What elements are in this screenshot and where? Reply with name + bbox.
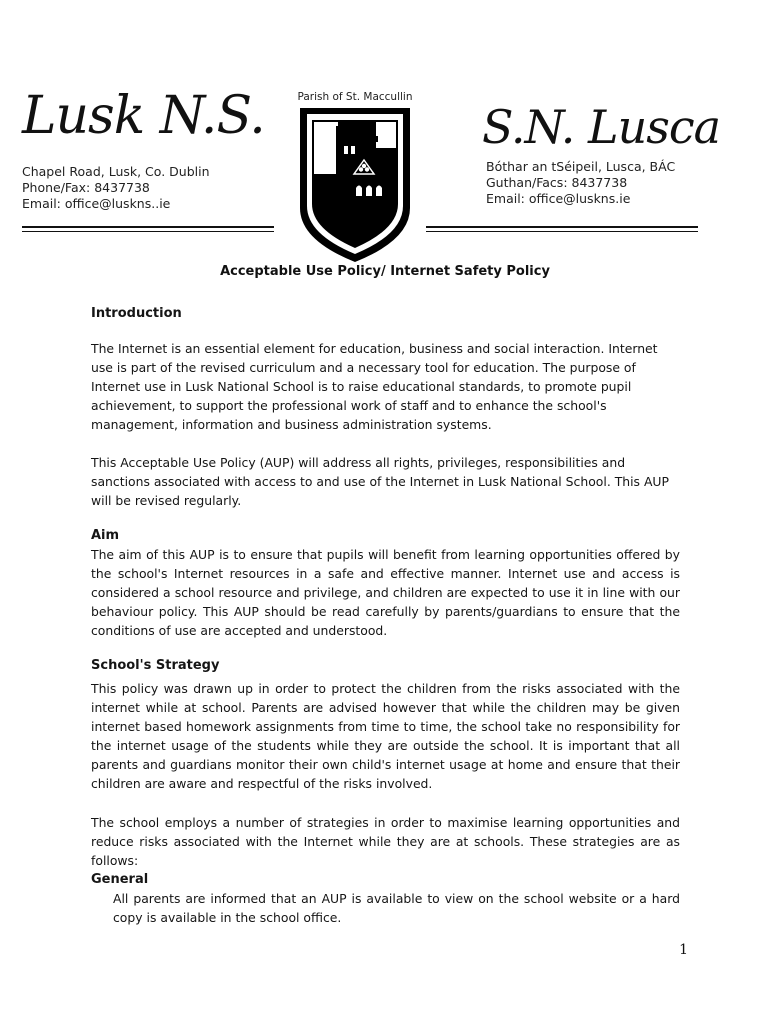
introduction-paragraph-2 xyxy=(91,453,680,510)
strategy-paragraph-2 xyxy=(91,813,680,927)
divider-left-bottom xyxy=(22,231,274,232)
school-name-irish: S.N. Lusca xyxy=(482,100,721,154)
paragraph: The school employs a number of strategies in order to maximise learning opportunities and reduce risks associated with the Internet while they are at schools. These strategies are as follows: xyxy=(91,815,680,868)
section-heading: School's Strategy xyxy=(91,658,220,673)
paragraph: The aim of this AUP is to ensure that pupils will benefit from learning opportunities offered by the school's Internet resources in a safe and effective manner. Internet use and access is considered a school resource and privilege, and children are expected to use it in line with our behaviour policy. This AUP should be read carefully by parents/guardians to ensure that the conditions of use are accepted and understood. xyxy=(91,547,680,638)
address-irish: Bóthar an tSéipeil, Lusca, BÁC xyxy=(486,159,676,174)
divider-left-top xyxy=(22,226,274,228)
aim-section xyxy=(91,526,680,640)
section-heading: Aim xyxy=(91,528,120,543)
page-number: 1 xyxy=(679,942,688,958)
email-irish: Email: office@luskns.ie xyxy=(486,191,631,206)
section-heading: General xyxy=(91,872,149,887)
strategy-paragraph-1 xyxy=(91,679,680,793)
introduction-paragraph-1 xyxy=(91,339,680,434)
section-heading: Introduction xyxy=(91,306,182,321)
school-crest-icon xyxy=(290,90,420,265)
strategy-section xyxy=(91,656,680,675)
phone-english: Phone/Fax: 8437738 xyxy=(22,180,150,195)
paragraph: The Internet is an essential element for education, business and social interaction. Internet use is part of the revised curriculum and a necessary tool for education. The purpose of Internet use in Lusk National School is to raise educational standards, to promote pupil achievement, to support the professional work of staff and to enhance the school's management, information and business administration systems. xyxy=(91,341,658,432)
divider-right-top xyxy=(426,226,698,228)
paragraph: All parents are informed that an AUP is available to view on the school website or a hard copy is available in the school office. xyxy=(113,891,680,925)
phone-irish: Guthan/Facs: 8437738 xyxy=(486,175,628,190)
crest-label: Parish of St. Maccullin xyxy=(297,91,413,103)
contact-block-irish xyxy=(486,159,675,207)
divider-right-bottom xyxy=(426,231,698,232)
document-title: Acceptable Use Policy/ Internet Safety Policy xyxy=(220,264,550,279)
contact-block-english xyxy=(22,164,210,212)
address-english: Chapel Road, Lusk, Co. Dublin xyxy=(22,164,210,179)
school-name-english: Lusk N.S. xyxy=(22,86,265,146)
email-english: Email: office@luskns..ie xyxy=(22,196,171,211)
introduction-heading xyxy=(91,304,680,323)
paragraph: This policy was drawn up in order to protect the children from the risks associated with the internet while at school. Parents are advised however that while the children may be given internet based homework assignments from time to time, the school take no responsibility for the internet usage of the students while they are outside the school. It is important that all parents and guardians monitor their own child's internet usage at home and ensure that their children are aware and respectful of the risks involved. xyxy=(91,681,680,791)
paragraph: This Acceptable Use Policy (AUP) will address all rights, privileges, responsibilities and sanctions associated with access to and use of the Internet in Lusk National School. This AUP will be revised regularly. xyxy=(91,455,669,508)
